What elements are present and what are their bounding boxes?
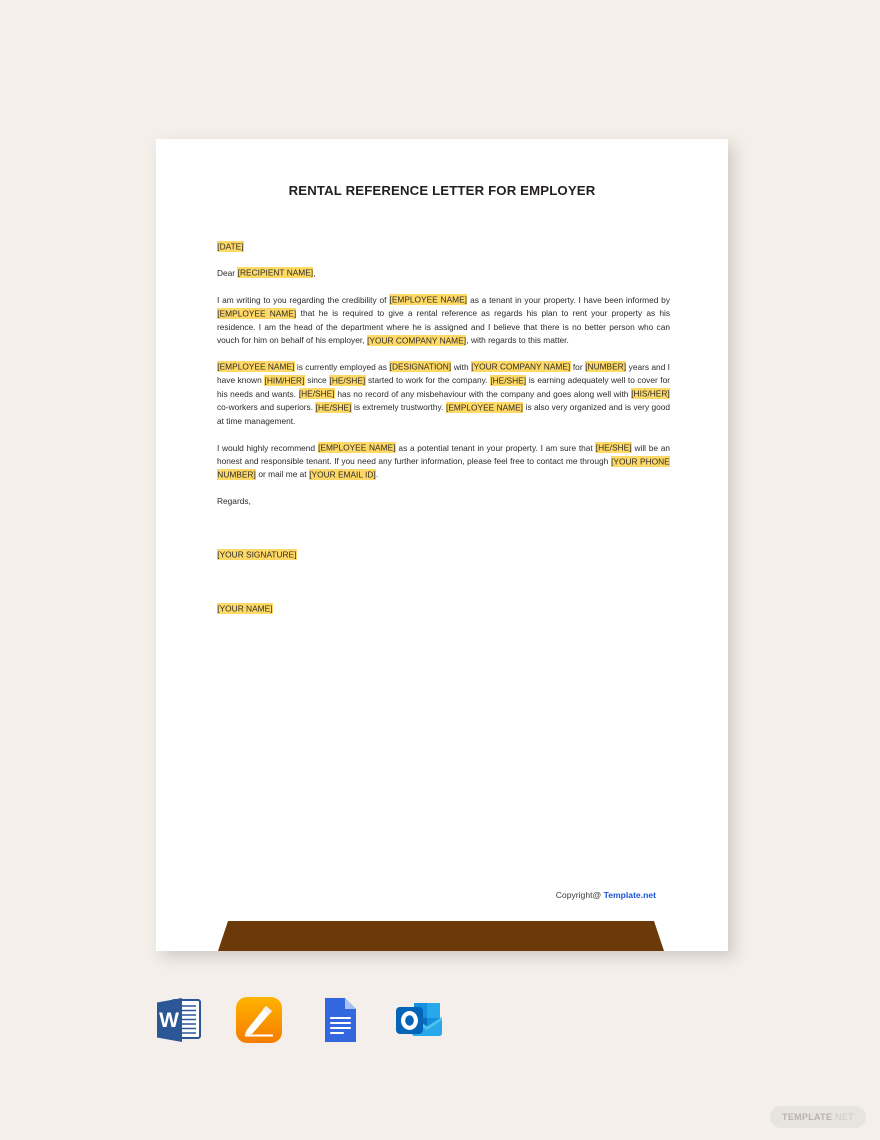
he-she-placeholder[interactable]: [HE/SHE] xyxy=(329,375,366,386)
document-page xyxy=(156,139,728,951)
template-net-link[interactable]: Template.net xyxy=(603,890,656,900)
company-name-placeholder[interactable]: [YOUR COMPANY NAME] xyxy=(471,361,571,372)
him-her-placeholder[interactable]: [HIM/HER] xyxy=(264,375,305,386)
p2-text-1: is currently employed as xyxy=(294,361,390,372)
google-docs-icon[interactable] xyxy=(312,993,366,1047)
employee-name-placeholder[interactable]: [EMPLOYEE NAME] xyxy=(217,308,297,319)
p2-text-9: co-workers and superiors. xyxy=(217,402,316,413)
paragraph-3 xyxy=(217,442,670,482)
watermark-light: .NET xyxy=(832,1112,854,1122)
number-placeholder[interactable]: [NUMBER] xyxy=(585,361,627,372)
watermark-strong: TEMPLATE xyxy=(782,1112,833,1122)
he-she-placeholder[interactable]: [HE/SHE] xyxy=(490,375,527,386)
p1-text-3: that he is required to give a rental reference as regards his plan to rent your property as his residence. I am the head of the department where he is assigned and I believe that there is no better person who can vouch for him on behalf of his employer, xyxy=(217,308,671,346)
copyright-notice xyxy=(556,890,656,900)
closing-line: Regards, xyxy=(217,496,251,507)
p3-text-4: or mail me at xyxy=(256,469,309,480)
letter-body xyxy=(217,240,670,616)
p1-text-4: , with regards to this matter. xyxy=(466,335,569,346)
employee-name-placeholder[interactable]: [EMPLOYEE NAME] xyxy=(217,361,295,372)
employee-name-placeholder[interactable]: [EMPLOYEE NAME] xyxy=(446,402,524,413)
designation-placeholder[interactable]: [DESIGNATION] xyxy=(389,361,452,372)
page-title: RENTAL REFERENCE LETTER FOR EMPLOYER xyxy=(288,183,596,198)
p2-text-7: is earning adequately well to cover for his needs and wants. xyxy=(217,375,671,399)
paragraph-2 xyxy=(217,361,670,428)
salutation-prefix: Dear xyxy=(217,267,238,278)
p1-text-2: as a tenant in your property. I have been informed by xyxy=(467,294,670,305)
salutation-line xyxy=(217,267,670,280)
employee-name-placeholder[interactable]: [EMPLOYEE NAME] xyxy=(389,294,467,305)
microsoft-word-icon[interactable] xyxy=(152,993,206,1047)
p2-text-6: started to work for the company. xyxy=(365,375,491,386)
p3-text-2: as a potential tenant in your property. I am sure that xyxy=(395,442,596,453)
p2-text-10: is extremely trustworthy. xyxy=(351,402,446,413)
your-name-placeholder[interactable]: [YOUR NAME] xyxy=(217,603,273,614)
p2-text-5: since xyxy=(304,375,330,386)
p2-text-8: has no record of any misbehaviour with the company and goes along well with xyxy=(334,388,631,399)
p2-text-2: with xyxy=(451,361,471,372)
p2-text-4: years and I have known xyxy=(217,361,670,386)
copyright-text: Copyright@ xyxy=(555,890,604,900)
he-she-placeholder[interactable]: [HE/SHE] xyxy=(595,442,632,453)
phone-number-placeholder[interactable]: [YOUR PHONE NUMBER] xyxy=(217,456,670,480)
p2-text-11: is also very organized and is very good at time management. xyxy=(217,402,671,426)
accent-bar xyxy=(156,917,728,951)
app-icon-row xyxy=(152,986,472,1054)
p3-text-5: . xyxy=(375,469,379,480)
p3-text-1: I would highly recommend xyxy=(217,442,318,453)
svg-text:W: W xyxy=(159,1009,179,1032)
he-she-placeholder[interactable]: [HE/SHE] xyxy=(315,402,352,413)
his-her-placeholder[interactable]: [HIS/HER] xyxy=(631,388,670,399)
signature-line xyxy=(217,549,670,562)
name-line xyxy=(217,602,670,615)
microsoft-outlook-icon[interactable] xyxy=(392,993,446,1047)
date-line xyxy=(217,240,670,253)
date-placeholder[interactable]: [DATE] xyxy=(217,241,244,251)
apple-pages-icon[interactable] xyxy=(232,993,286,1047)
email-id-placeholder[interactable]: [YOUR EMAIL ID] xyxy=(309,469,376,480)
paragraph-1 xyxy=(217,294,670,348)
p1-text-1: I am writing to you regarding the credibility of xyxy=(217,294,390,305)
recipient-name-placeholder[interactable]: [RECIPIENT NAME] xyxy=(237,267,314,278)
p3-text-3: will be an honest and responsible tenant. If you need any further information, please feel free to contact me through xyxy=(217,442,671,466)
salutation-suffix: , xyxy=(313,267,316,278)
employee-name-placeholder[interactable]: [EMPLOYEE NAME] xyxy=(318,442,396,453)
template-net-watermark xyxy=(770,1106,866,1128)
company-name-placeholder[interactable]: [YOUR COMPANY NAME] xyxy=(367,335,467,346)
p2-text-3: for xyxy=(570,361,585,372)
signature-placeholder[interactable]: [YOUR SIGNATURE] xyxy=(217,549,297,560)
he-she-placeholder[interactable]: [HE/SHE] xyxy=(298,388,335,399)
